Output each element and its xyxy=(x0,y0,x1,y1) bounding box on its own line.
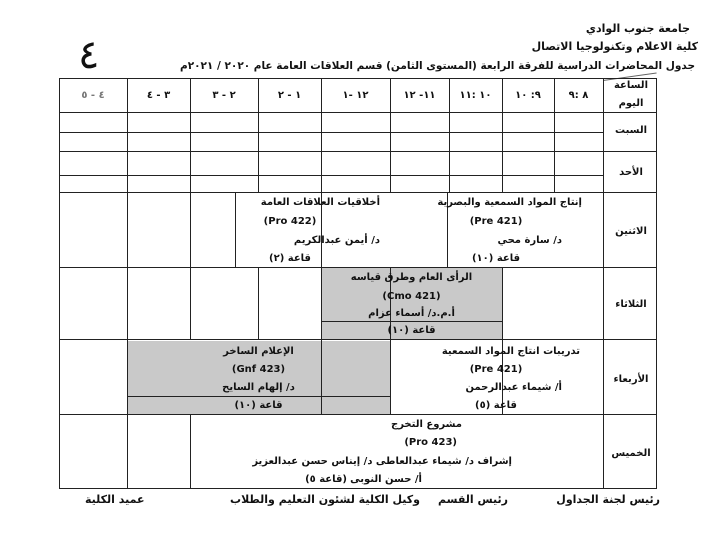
day-thursday: الخميس xyxy=(611,448,651,459)
wednesday-course-b-lecturer: د/ إلهام السايح xyxy=(222,382,295,393)
page-number: ٤ xyxy=(78,32,100,78)
university-name: جامعة جنوب الوادي xyxy=(585,22,690,35)
monday-course-a-room: قاعة (١٠) xyxy=(471,253,521,264)
thursday-course-code: (Pro 423) xyxy=(404,437,457,448)
day-monday: الاثنين xyxy=(615,226,647,237)
time-col-2: ٩: ١٠ xyxy=(515,90,541,101)
time-col-1: ٨ :٩ xyxy=(568,90,589,101)
footer-department-head: رئيس القسم xyxy=(438,493,508,506)
faculty-name: كلية الاعلام وتكنولوجيا الاتصال xyxy=(531,40,698,53)
footer-vice-dean: وكيل الكلية لشئون التعليم والطلاب xyxy=(230,493,420,506)
tuesday-course-lecturer: أ.م.د/ أسماء عزام xyxy=(368,308,455,319)
tuesday-course-name: الرأى العام وطرق قياسه xyxy=(350,272,473,283)
day-sunday: الأحد xyxy=(619,167,643,178)
monday-course-b-room: قاعة (٢) xyxy=(269,253,311,264)
time-col-4: ١١- ١٢ xyxy=(403,90,436,101)
time-col-5: ١٢ -١ xyxy=(342,90,369,101)
monday-course-a-lecturer: د/ سارة محي xyxy=(497,235,562,246)
thursday-course-assistant: أ/ حسن النوبى xyxy=(350,474,422,485)
wednesday-course-a-room: قاعة (٥) xyxy=(475,400,517,411)
tuesday-course-room: قاعة (١٠) xyxy=(387,325,436,336)
wednesday-course-a-code: (Pre 421) xyxy=(469,364,523,375)
monday-course-b-code: (Pro 422) xyxy=(263,216,317,227)
day-saturday: السبت xyxy=(614,125,648,136)
monday-course-a-name: إنتاج المواد السمعية والبصرية xyxy=(437,197,582,208)
time-col-8: ٣ - ٤ xyxy=(146,90,171,101)
footer-committee-head: رئيس لجنة الجداول xyxy=(556,493,660,506)
wednesday-course-b-code: (Gnf 423) xyxy=(231,364,286,375)
schedule-title: جدول المحاضرات الدراسية للفرقة الرابعة (المستوى الثامن) قسم العلاقات العامة عام ٢٠٢٠ / ٢٠٢١م xyxy=(180,60,696,72)
monday-course-a-code: (Pre 421) xyxy=(469,216,523,227)
corner-hour-label: الساعة xyxy=(613,80,648,91)
monday-course-b-lecturer: د/ أيمن عبدالكريم xyxy=(293,235,380,246)
monday-course-b-name: أخلاقيات العلاقات العامة xyxy=(260,197,380,208)
schedule-table xyxy=(59,78,657,488)
thursday-course-name: مشروع التخرج xyxy=(390,419,462,430)
time-col-7: ٢ - ٣ xyxy=(212,90,236,101)
time-col-3: ١٠ :١١ xyxy=(459,90,492,101)
corner-day-label: اليوم xyxy=(618,98,644,109)
thursday-course-supervision: إشراف د/ شيماء عبدالعاطى د/ إيناس حسن عبدالعزيز xyxy=(252,456,512,467)
wednesday-course-a-name: تدريبات انتاج المواد السمعية xyxy=(441,346,580,357)
tuesday-course-code: (Cmo 421) xyxy=(382,291,441,302)
footer-dean: عميد الكلية xyxy=(85,493,145,506)
day-tuesday: الثلاثاء xyxy=(615,299,647,310)
time-col-6: ١ - ٢ xyxy=(277,90,302,101)
wednesday-course-a-lecturer: أ/ شيماء عبدالرحمن xyxy=(465,382,562,393)
thursday-course-room: (قاعة ٥) xyxy=(305,474,347,485)
wednesday-course-b-name: الإعلام الساخر xyxy=(223,346,294,357)
day-wednesday: الأربعاء xyxy=(613,374,649,385)
wednesday-course-b-room: قاعة (١٠) xyxy=(234,400,283,411)
time-col-9: ٤ - ٥ xyxy=(81,90,105,101)
